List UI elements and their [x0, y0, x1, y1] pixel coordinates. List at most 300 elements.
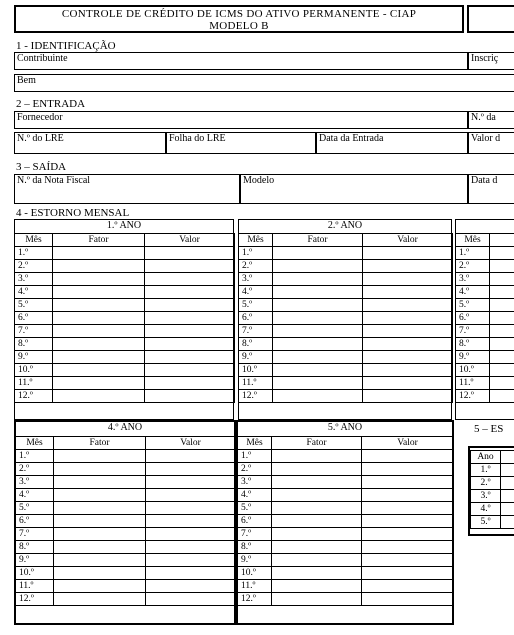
month-cell: 5.º: [238, 502, 272, 515]
table-row: [15, 390, 235, 403]
fator-cell[interactable]: [273, 247, 363, 260]
month-cell: 5.º: [16, 502, 54, 515]
ano-value-cell[interactable]: [501, 503, 514, 516]
valor-cell[interactable]: [363, 299, 453, 312]
month-cell: 7.º: [16, 528, 54, 541]
fator-cell[interactable]: [273, 377, 363, 390]
month-cell: 6.º: [239, 312, 273, 325]
bem-field[interactable]: [14, 74, 514, 92]
table-row: [456, 325, 514, 338]
valor-cell[interactable]: [146, 554, 236, 567]
fator-cell[interactable]: [273, 390, 363, 403]
fator-cell[interactable]: [54, 489, 146, 502]
valor-cell[interactable]: [146, 567, 236, 580]
fator-cell[interactable]: [53, 351, 145, 364]
fator-cell[interactable]: [272, 528, 362, 541]
month-cell: 8.º: [16, 541, 54, 554]
month-cell: 9.º: [15, 351, 53, 364]
section4-title: 4 - ESTORNO MENSAL: [16, 207, 130, 219]
fator-cell[interactable]: [53, 247, 145, 260]
fator-cell[interactable]: [54, 567, 146, 580]
month-cell: 4.º: [15, 286, 53, 299]
form-title: CONTROLE DE CRÉDITO DE ICMS DO ATIVO PERMANENTE - CIAP: [61, 8, 417, 20]
fator-cell[interactable]: [490, 351, 514, 364]
mes-header: Mês: [16, 437, 54, 450]
year5-table: [237, 436, 454, 606]
month-cell: 12.º: [239, 390, 273, 403]
saida-nf-label: N.º da Nota Fiscal: [17, 175, 91, 186]
ano-value-cell[interactable]: [501, 516, 514, 529]
contribuinte-field[interactable]: [14, 52, 468, 70]
month-cell: 6.º: [238, 515, 272, 528]
table-row: [238, 502, 454, 515]
table-row: [238, 541, 454, 554]
month-cell: 5.º: [15, 299, 53, 312]
fator-cell[interactable]: [490, 247, 514, 260]
valor-cell[interactable]: [145, 286, 235, 299]
valor-cell[interactable]: [363, 390, 453, 403]
table-row: [16, 502, 236, 515]
section5-title: 5 – ES: [474, 423, 504, 435]
fator-cell[interactable]: [53, 338, 145, 351]
folha-lre-field[interactable]: [166, 132, 316, 154]
year2-label: 2.º ANO: [327, 220, 363, 231]
month-cell: 2.º: [456, 260, 490, 273]
month-cell: 7.º: [15, 325, 53, 338]
valor-cell[interactable]: [362, 476, 454, 489]
month-cell: 9.º: [456, 351, 490, 364]
table-row: [239, 390, 453, 403]
month-cell: 12.º: [238, 593, 272, 606]
valor-cell[interactable]: [363, 260, 453, 273]
year1-rows: [15, 247, 235, 403]
fator-cell[interactable]: [273, 312, 363, 325]
valor-cell[interactable]: [362, 580, 454, 593]
section3-title: 3 – SAÍDA: [16, 161, 67, 173]
fornecedor-label: Fornecedor: [17, 112, 63, 123]
entrada-nf-label: N.º da: [471, 112, 496, 123]
fator-cell[interactable]: [490, 312, 514, 325]
valor-cell[interactable]: [362, 515, 454, 528]
table-row: [239, 286, 453, 299]
table-row: [239, 364, 453, 377]
valor-cell[interactable]: [362, 450, 454, 463]
data-saida-field[interactable]: [468, 174, 514, 204]
fator-cell[interactable]: [53, 286, 145, 299]
ano-value-cell[interactable]: [501, 464, 514, 477]
valor-cell[interactable]: [363, 364, 453, 377]
month-cell: 3.º: [239, 273, 273, 286]
fator-cell[interactable]: [272, 502, 362, 515]
month-cell: 3.º: [15, 273, 53, 286]
fator-cell[interactable]: [490, 364, 514, 377]
mes-header: Mês: [239, 234, 273, 247]
month-cell: 5.º: [456, 299, 490, 312]
fator-cell[interactable]: [53, 299, 145, 312]
table-row: [239, 273, 453, 286]
fator-cell[interactable]: [273, 260, 363, 273]
section5-table: [470, 450, 514, 529]
month-cell: 7.º: [456, 325, 490, 338]
mes-header: Mês: [15, 234, 53, 247]
fator-cell[interactable]: [490, 390, 514, 403]
table-row: [15, 377, 235, 390]
valor-cell[interactable]: [362, 489, 454, 502]
table-row: [15, 299, 235, 312]
year2-rows: [239, 247, 453, 403]
ano-header: Ano: [471, 451, 501, 464]
month-cell: 3.º: [238, 476, 272, 489]
month-cell: 8.º: [15, 338, 53, 351]
month-cell: 11.º: [15, 377, 53, 390]
fator-cell[interactable]: [273, 273, 363, 286]
table-row: [239, 299, 453, 312]
month-cell: 11.º: [238, 580, 272, 593]
table-row: [16, 450, 236, 463]
table-row: [456, 286, 514, 299]
month-cell: 12.º: [15, 390, 53, 403]
form-header: [14, 5, 464, 33]
month-cell: 6.º: [15, 312, 53, 325]
valor-cell[interactable]: [146, 528, 236, 541]
fator-cell[interactable]: [53, 364, 145, 377]
table-row: [16, 593, 236, 606]
valor-cell[interactable]: [145, 338, 235, 351]
table-row: [15, 364, 235, 377]
table-row: [15, 247, 235, 260]
fator-cell[interactable]: [53, 273, 145, 286]
table-row: [471, 490, 514, 503]
fator-cell[interactable]: [53, 325, 145, 338]
table-row: [239, 338, 453, 351]
year1-label: 1.º ANO: [106, 220, 142, 231]
year3-table: [455, 233, 514, 403]
ano-cell: 5.º: [471, 516, 501, 529]
fator-cell[interactable]: [54, 554, 146, 567]
month-cell: 8.º: [239, 338, 273, 351]
fator-cell[interactable]: [54, 515, 146, 528]
valor-cell[interactable]: [146, 593, 236, 606]
table-row: [16, 476, 236, 489]
fator-cell[interactable]: [490, 338, 514, 351]
fator-cell[interactable]: [53, 260, 145, 273]
month-cell: 4.º: [16, 489, 54, 502]
month-cell: 1.º: [239, 247, 273, 260]
section1-title: 1 - IDENTIFICAÇÃO: [16, 40, 116, 52]
table-row: [239, 260, 453, 273]
valor-cell[interactable]: [145, 351, 235, 364]
year5-label: 5.º ANO: [327, 422, 363, 433]
month-cell: 9.º: [238, 554, 272, 567]
month-cell: 2.º: [15, 260, 53, 273]
lre-label: N.º do LRE: [17, 133, 64, 144]
section2-title: 2 – ENTRADA: [16, 98, 86, 110]
year4-label: 4.º ANO: [107, 422, 143, 433]
data-entrada-field[interactable]: [316, 132, 468, 154]
table-row: [238, 567, 454, 580]
table-row: [239, 312, 453, 325]
table-row: [15, 325, 235, 338]
table-row: [15, 260, 235, 273]
saida-nf-field[interactable]: [14, 174, 240, 204]
valor-cell[interactable]: [145, 312, 235, 325]
fator-cell[interactable]: [53, 377, 145, 390]
fator-cell[interactable]: [272, 450, 362, 463]
table-row: [456, 273, 514, 286]
valor-cell[interactable]: [363, 247, 453, 260]
table-row: [456, 390, 514, 403]
month-cell: 10.º: [15, 364, 53, 377]
table-row: [238, 515, 454, 528]
month-cell: 9.º: [239, 351, 273, 364]
valor-header: Valor: [362, 437, 454, 450]
table-row: [239, 247, 453, 260]
month-cell: 2.º: [16, 463, 54, 476]
fator-cell[interactable]: [273, 364, 363, 377]
fator-cell[interactable]: [272, 541, 362, 554]
table-row: [238, 528, 454, 541]
mes-header: Mês: [238, 437, 272, 450]
folha-lre-label: Folha do LRE: [169, 133, 226, 144]
table-row: [16, 554, 236, 567]
fator-cell[interactable]: [490, 299, 514, 312]
fator-cell[interactable]: [54, 463, 146, 476]
mes-header: Mês: [456, 234, 490, 247]
valor-header: Valor: [363, 234, 453, 247]
table-row: [456, 312, 514, 325]
table-row: [456, 351, 514, 364]
fator-cell[interactable]: [54, 580, 146, 593]
ano-value-cell[interactable]: [501, 477, 514, 490]
fator-cell[interactable]: [272, 567, 362, 580]
valor-cell[interactable]: [146, 489, 236, 502]
month-cell: 12.º: [456, 390, 490, 403]
fator-cell[interactable]: [54, 541, 146, 554]
ano-cell: 3.º: [471, 490, 501, 503]
fator-cell[interactable]: [272, 580, 362, 593]
form-model: MODELO B: [209, 20, 269, 32]
month-cell: 8.º: [456, 338, 490, 351]
month-cell: 1.º: [16, 450, 54, 463]
table-row: [471, 464, 514, 477]
table-row: [238, 593, 454, 606]
month-cell: 4.º: [239, 286, 273, 299]
month-cell: 4.º: [238, 489, 272, 502]
valor-cell[interactable]: [363, 377, 453, 390]
section5-rows: [471, 464, 514, 529]
fator-cell[interactable]: [273, 299, 363, 312]
table-row: [471, 477, 514, 490]
valor-cell[interactable]: [363, 338, 453, 351]
month-cell: 10.º: [456, 364, 490, 377]
fator-cell[interactable]: [490, 273, 514, 286]
month-cell: 8.º: [238, 541, 272, 554]
table-row: [16, 515, 236, 528]
lre-field[interactable]: [14, 132, 166, 154]
valor-cell[interactable]: [146, 463, 236, 476]
month-cell: 5.º: [239, 299, 273, 312]
valor-cell[interactable]: [145, 325, 235, 338]
table-row: [456, 377, 514, 390]
valor-cell[interactable]: [146, 502, 236, 515]
valor-cell[interactable]: [362, 502, 454, 515]
month-cell: 3.º: [16, 476, 54, 489]
table-row: [471, 503, 514, 516]
fator-cell[interactable]: [272, 476, 362, 489]
fator-cell[interactable]: [272, 593, 362, 606]
year4-table: [15, 436, 236, 606]
table-row: [15, 338, 235, 351]
table-row: [15, 273, 235, 286]
valor-cell[interactable]: [146, 515, 236, 528]
fator-cell[interactable]: [273, 351, 363, 364]
valor-cell[interactable]: [146, 580, 236, 593]
table-row: [16, 463, 236, 476]
fator-cell[interactable]: [273, 286, 363, 299]
inscricao-label: Inscriç: [471, 53, 499, 64]
fator-cell[interactable]: [54, 450, 146, 463]
valor-cell[interactable]: [362, 528, 454, 541]
month-cell: 6.º: [456, 312, 490, 325]
month-cell: 6.º: [16, 515, 54, 528]
table-row: [456, 299, 514, 312]
valor-cell[interactable]: [145, 299, 235, 312]
fator-cell[interactable]: [272, 515, 362, 528]
table-row: [456, 260, 514, 273]
valor-header: Valor: [145, 234, 235, 247]
fator-cell[interactable]: [273, 325, 363, 338]
fator-header: Fator: [54, 437, 146, 450]
table-row: [238, 450, 454, 463]
inscricao-field[interactable]: [468, 52, 514, 70]
month-cell: 1.º: [456, 247, 490, 260]
fator-cell[interactable]: [272, 489, 362, 502]
table-row: [456, 247, 514, 260]
fator-cell[interactable]: [273, 338, 363, 351]
valor-cell[interactable]: [363, 325, 453, 338]
fator-cell[interactable]: [490, 286, 514, 299]
modelo-label: Modelo: [243, 175, 275, 186]
fornecedor-field[interactable]: [14, 111, 468, 129]
month-cell: 7.º: [238, 528, 272, 541]
month-cell: 11.º: [456, 377, 490, 390]
table-row: [238, 554, 454, 567]
table-row: [238, 476, 454, 489]
ano-cell: 4.º: [471, 503, 501, 516]
valor-entrada-label: Valor d: [471, 133, 501, 144]
month-cell: 11.º: [239, 377, 273, 390]
table-row: [239, 351, 453, 364]
table-row: [16, 567, 236, 580]
modelo-field[interactable]: [240, 174, 468, 204]
table-row: [16, 489, 236, 502]
valor-cell[interactable]: [363, 273, 453, 286]
fator-cell[interactable]: [490, 325, 514, 338]
header-right-box: [467, 5, 514, 33]
table-row: [238, 580, 454, 593]
valor-cell[interactable]: [363, 351, 453, 364]
bem-label: Bem: [17, 75, 36, 86]
fator-cell[interactable]: [54, 593, 146, 606]
fator-cell[interactable]: [53, 312, 145, 325]
fator-cell[interactable]: [272, 463, 362, 476]
ano-cell: 2.º: [471, 477, 501, 490]
fator-cell[interactable]: [54, 528, 146, 541]
year2-table: [238, 233, 453, 403]
year5-rows: [238, 450, 454, 606]
fator-cell[interactable]: [54, 502, 146, 515]
fator-header-cut: [490, 234, 514, 247]
valor-cell[interactable]: [145, 273, 235, 286]
valor-cell[interactable]: [363, 312, 453, 325]
valor-cell[interactable]: [362, 593, 454, 606]
month-cell: 10.º: [239, 364, 273, 377]
valor-cell[interactable]: [363, 286, 453, 299]
fator-cell[interactable]: [490, 260, 514, 273]
year1-table: [14, 233, 235, 403]
month-cell: 4.º: [456, 286, 490, 299]
month-cell: 2.º: [239, 260, 273, 273]
valor-cell[interactable]: [362, 463, 454, 476]
valor-cell[interactable]: [362, 541, 454, 554]
table-row: [471, 516, 514, 529]
month-cell: 9.º: [16, 554, 54, 567]
valor-cell[interactable]: [146, 450, 236, 463]
valor-cell[interactable]: [145, 364, 235, 377]
valor-cell[interactable]: [146, 476, 236, 489]
valor-cell[interactable]: [362, 567, 454, 580]
table-row: [456, 364, 514, 377]
table-row: [15, 286, 235, 299]
fator-cell[interactable]: [54, 476, 146, 489]
fator-header: Fator: [53, 234, 145, 247]
valor-entrada-field[interactable]: [468, 132, 514, 154]
ano-value-header-cut: [501, 451, 514, 464]
fator-cell[interactable]: [490, 377, 514, 390]
valor-cell[interactable]: [362, 554, 454, 567]
month-cell: 12.º: [16, 593, 54, 606]
table-row: [16, 528, 236, 541]
fator-header: Fator: [272, 437, 362, 450]
month-cell: 3.º: [456, 273, 490, 286]
valor-cell[interactable]: [145, 377, 235, 390]
table-row: [238, 489, 454, 502]
month-cell: 10.º: [16, 567, 54, 580]
valor-header: Valor: [146, 437, 236, 450]
ano-cell: 1.º: [471, 464, 501, 477]
month-cell: 1.º: [238, 450, 272, 463]
table-row: [456, 338, 514, 351]
month-cell: 10.º: [238, 567, 272, 580]
entrada-nf-field[interactable]: [468, 111, 514, 129]
valor-cell[interactable]: [145, 260, 235, 273]
year3-rows: [456, 247, 514, 403]
table-row: [15, 312, 235, 325]
valor-cell[interactable]: [145, 247, 235, 260]
valor-cell[interactable]: [146, 541, 236, 554]
month-cell: 11.º: [16, 580, 54, 593]
fator-cell[interactable]: [272, 554, 362, 567]
month-cell: 7.º: [239, 325, 273, 338]
fator-header: Fator: [273, 234, 363, 247]
month-cell: 2.º: [238, 463, 272, 476]
valor-cell[interactable]: [145, 390, 235, 403]
fator-cell[interactable]: [53, 390, 145, 403]
year4-rows: [16, 450, 236, 606]
contribuinte-label: Contribuinte: [17, 53, 68, 64]
month-cell: 1.º: [15, 247, 53, 260]
ano-value-cell[interactable]: [501, 490, 514, 503]
